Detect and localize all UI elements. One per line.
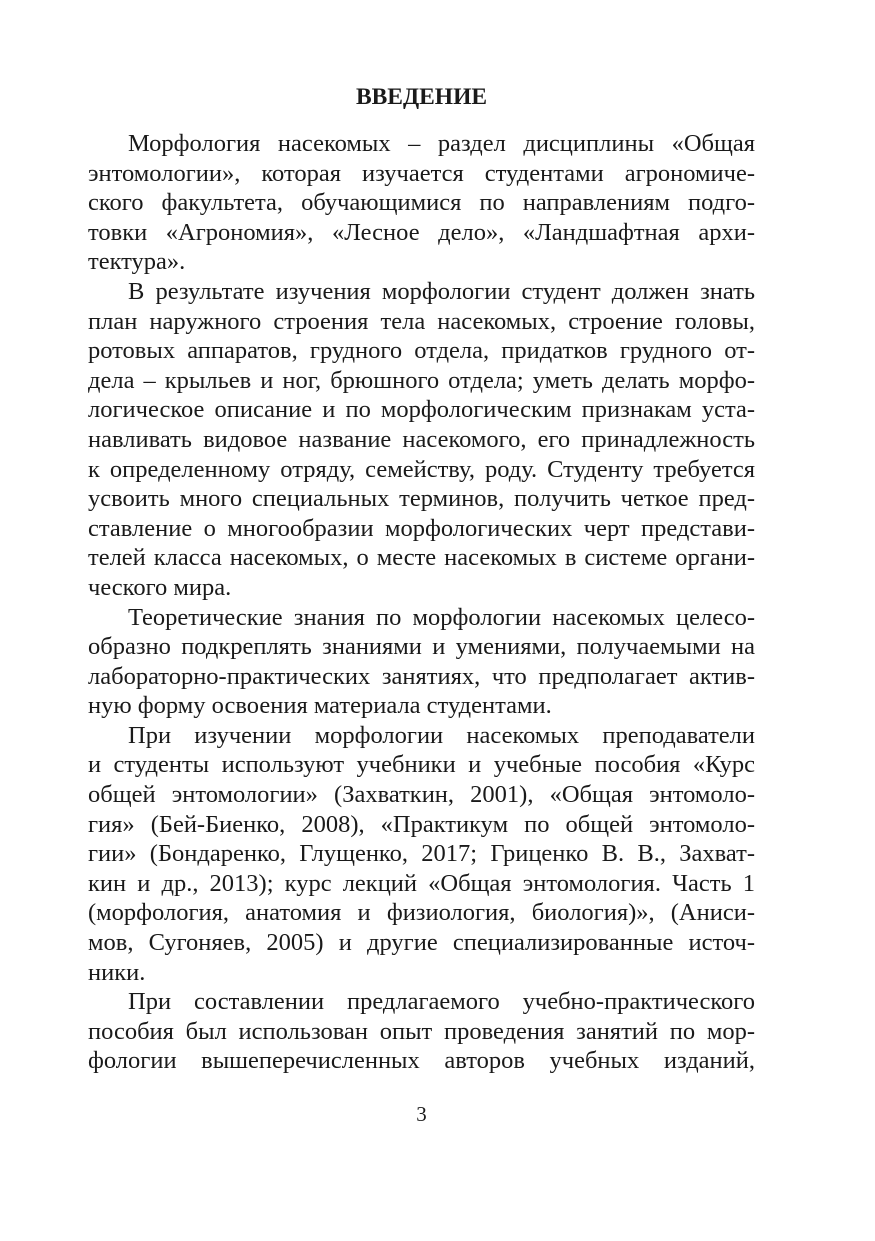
text-line: лабораторно-практических занятиях, что предполагает актив- [88, 662, 755, 690]
text-line: При составлении предлагаемого учебно-практического [128, 988, 755, 1016]
text-line: ческого мира. [88, 573, 232, 601]
text-line: пособия был использован опыт проведения занятий по мор- [88, 1017, 755, 1045]
text-line: ставление о многообразии морфологических черт представи- [88, 514, 755, 542]
text-line: дела – крыльев и ног, брюшного отдела; уметь делать морфо- [88, 366, 755, 394]
text-line: мов, Сугоняев, 2005) и другие специализированные источ- [88, 929, 755, 957]
text-line: ники. [88, 958, 146, 986]
text-line: гия» (Бей-Биенко, 2008), «Практикум по общей энтомоло- [88, 810, 755, 838]
body-text [88, 129, 755, 1076]
text-line: логическое описание и по морфологическим признакам уста- [88, 396, 755, 424]
page-title: ВВЕДЕНИЕ [355, 84, 488, 110]
text-line: тектура». [88, 248, 186, 276]
text-line: усвоить много специальных терминов, получить четкое пред- [88, 485, 755, 513]
text-line: товки «Агрономия», «Лесное дело», «Ландшафтная архи- [88, 218, 755, 246]
text-line: к определенному отряду, семейству, роду. Студенту требуется [88, 455, 755, 483]
text-line: При изучении морфологии насекомых преподаватели [128, 721, 755, 749]
text-line: телей класса насекомых, о месте насекомых в системе органи- [88, 544, 755, 572]
text-line: и студенты используют учебники и учебные пособия «Курс [88, 751, 755, 779]
paragraph [88, 721, 755, 987]
text-line: кин и др., 2013); курс лекций «Общая энтомология. Часть 1 [88, 869, 755, 897]
text-line: В результате изучения морфологии студент должен знать [128, 277, 755, 305]
text-line: образно подкреплять знаниями и умениями, получаемыми на [88, 633, 755, 661]
text-line: план наружного строения тела насекомых, строение головы, [88, 307, 755, 335]
page-number: 3 [416, 1102, 427, 1126]
text-line: общей энтомологии» (Захваткин, 2001), «Общая энтомоло- [88, 781, 755, 809]
text-line: Морфология насекомых – раздел дисциплины «Общая [128, 130, 755, 157]
text-line: гии» (Бондаренко, Глущенко, 2017; Гриценко В. В., Захват- [88, 840, 755, 868]
paragraph [88, 129, 755, 277]
text-line: (морфология, анатомия и физиология, биология)», (Аниси- [88, 899, 755, 927]
text-line: фологии вышеперечисленных авторов учебных изданий, [88, 1047, 755, 1075]
text-line: энтомологии», которая изучается студентами агрономиче- [88, 159, 755, 187]
text-line: Теоретические знания по морфологии насекомых целесо- [128, 603, 755, 631]
text-line: навливать видовое название насекомого, его принадлежность [88, 425, 755, 453]
paragraph [88, 277, 755, 603]
text-line: ную форму освоения материала студентами. [88, 692, 552, 720]
paragraph [88, 987, 755, 1076]
paragraph [88, 603, 755, 721]
text-line: ротовых аппаратов, грудного отдела, придатков грудного от- [88, 337, 755, 365]
text-line: ского факультета, обучающимися по направлениям подго- [88, 189, 755, 217]
